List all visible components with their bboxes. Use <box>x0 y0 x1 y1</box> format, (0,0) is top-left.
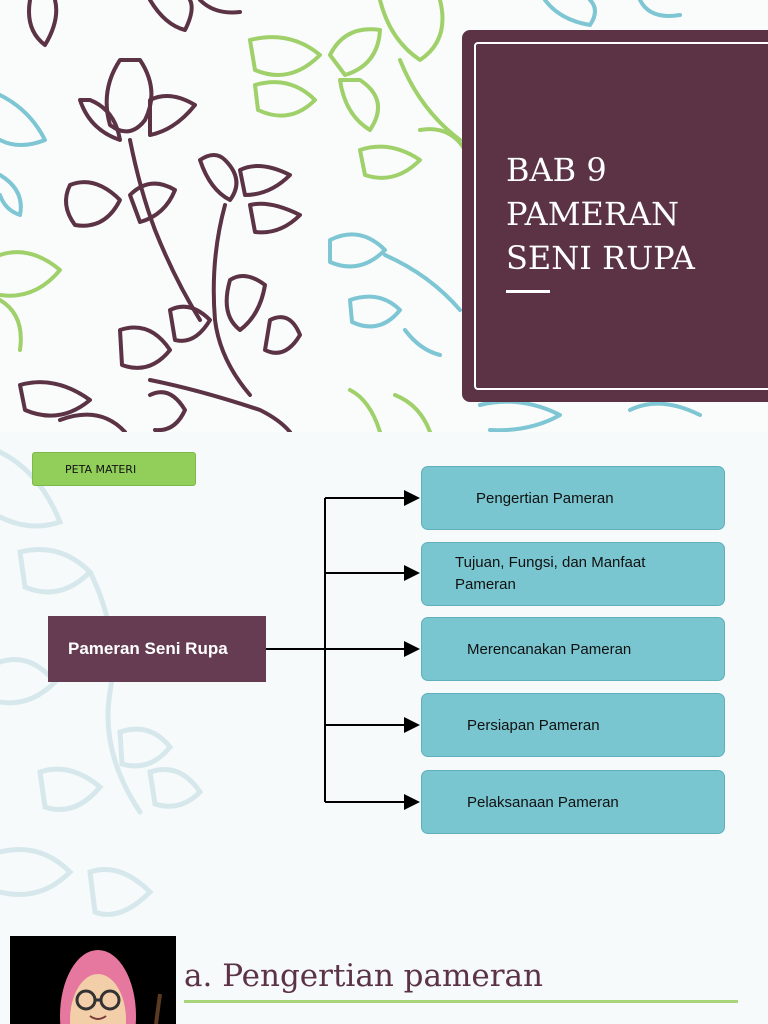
slide-title: BAB 9 PAMERAN SENI RUPA <box>506 151 695 277</box>
title-box <box>462 30 768 402</box>
branch-node-merencanakan: Merencanakan Pameran <box>421 617 725 681</box>
heading-underline <box>184 1000 738 1003</box>
branch-node-tujuan: Tujuan, Fungsi, dan Manfaat Pameran <box>421 542 725 606</box>
hijab-woman-avatar-icon <box>10 936 176 1024</box>
branch-node-pengertian: Pengertian Pameran <box>421 466 725 530</box>
title-slide <box>0 0 768 432</box>
concept-map-slide <box>0 432 768 936</box>
main-topic-node: Pameran Seni Rupa <box>48 616 266 682</box>
peta-materi-label: PETA MATERI <box>32 452 196 486</box>
section-heading: a. Pengertian pameran <box>184 958 543 994</box>
title-underline <box>506 290 550 293</box>
avatar <box>10 936 176 1024</box>
branch-node-persiapan: Persiapan Pameran <box>421 693 725 757</box>
branch-node-pelaksanaan: Pelaksanaan Pameran <box>421 770 725 834</box>
content-slide <box>0 936 768 1024</box>
